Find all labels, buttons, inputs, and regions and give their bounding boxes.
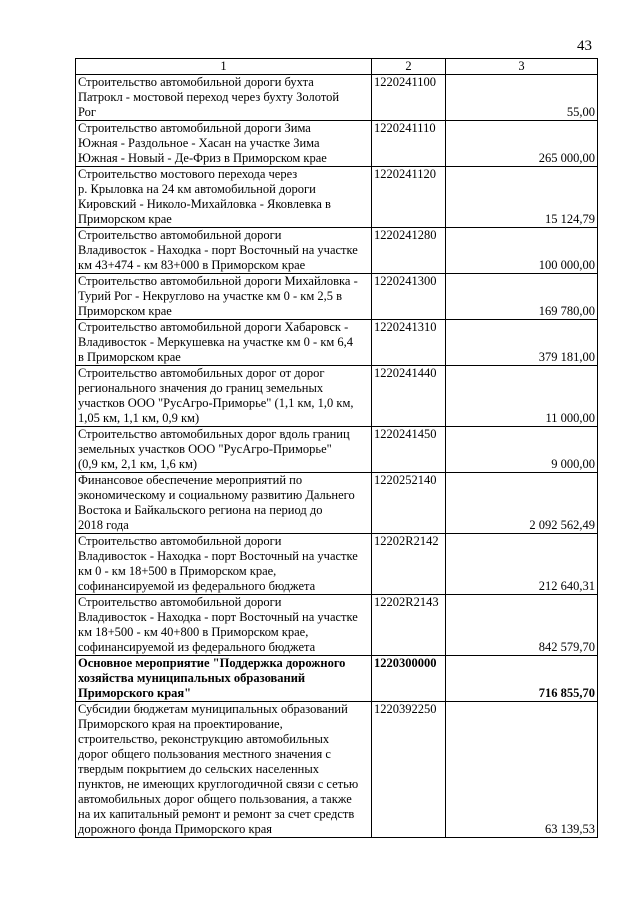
table-row: [76, 121, 598, 167]
row-amount: 100 000,00: [446, 228, 598, 274]
row-amount: 55,00: [446, 75, 598, 121]
row-amount: 716 855,70: [446, 656, 598, 702]
row-code: 1220241280: [372, 228, 446, 274]
table-header-row: [76, 59, 598, 75]
row-code: 1220241120: [372, 167, 446, 228]
budget-table: [75, 58, 598, 838]
row-description: Строительство автомобильной дороги Михайловка - Турий Рог - Некруглово на участке км 0 - км 2,5 в Приморском крае: [76, 274, 372, 320]
table-row: [76, 320, 598, 366]
table-row: [76, 595, 598, 656]
row-code: 1220241300: [372, 274, 446, 320]
table-row: [76, 167, 598, 228]
row-code: 1220241100: [372, 75, 446, 121]
row-amount: 379 181,00: [446, 320, 598, 366]
row-amount: 842 579,70: [446, 595, 598, 656]
row-description: Основное мероприятие "Поддержка дорожного хозяйства муниципальных образований Приморского края": [76, 656, 372, 702]
row-description: Строительство автомобильной дороги Владивосток - Находка - порт Восточный на участке км 18+500 - км 40+800 в Приморском крае, софинансируемой из федерального бюджета: [76, 595, 372, 656]
table-row: [76, 75, 598, 121]
row-code: 1220392250: [372, 702, 446, 838]
row-description: Строительство автомобильной дороги Зима Южная - Раздольное - Хасан на участке Зима Южная - Новый - Де-Фриз в Приморском крае: [76, 121, 372, 167]
table-row: [76, 656, 598, 702]
row-description: Строительство автомобильных дорог вдоль границ земельных участков ООО "РусАгро-Приморье" (0,9 км, 2,1 км, 1,6 км): [76, 427, 372, 473]
row-description: Строительство автомобильной дороги Хабаровск - Владивосток - Меркушевка на участке км 0 - км 6,4 в Приморском крае: [76, 320, 372, 366]
row-code: 1220241110: [372, 121, 446, 167]
row-description: Строительство автомобильной дороги бухта Патрокл - мостовой переход через бухту Золотой Рог: [76, 75, 372, 121]
header-col-3: 3: [446, 59, 598, 75]
row-description: Субсидии бюджетам муниципальных образований Приморского края на проектирование, строительство, реконструкцию автомобильных дорог общего пользования местного значения с твердым покрытием до сельских населенных пунктов, не имеющих круглогодичной связи с сетью автомобильных дорог общего пользования, а также на их капитальный ремонт и ремонт за счет средств дорожного фонда Приморского края: [76, 702, 372, 838]
table-row: [76, 274, 598, 320]
row-amount: 212 640,31: [446, 534, 598, 595]
table-row: [76, 702, 598, 838]
table-body: [76, 75, 598, 838]
row-description: Строительство автомобильной дороги Владивосток - Находка - порт Восточный на участке км 0 - км 18+500 в Приморском крае, софинансируемой из федерального бюджета: [76, 534, 372, 595]
row-description: Строительство автомобильной дороги Владивосток - Находка - порт Восточный на участке км 43+474 - км 83+000 в Приморском крае: [76, 228, 372, 274]
table-row: [76, 228, 598, 274]
row-description: Строительство автомобильных дорог от дорог регионального значения до границ земельных участков ООО "РусАгро-Приморье" (1,1 км, 1,0 км, 1,05 км, 1,1 км, 0,9 км): [76, 366, 372, 427]
row-amount: 11 000,00: [446, 366, 598, 427]
row-code: 12202R2143: [372, 595, 446, 656]
table-row: [76, 534, 598, 595]
page-number: 43: [577, 38, 592, 54]
row-amount: 169 780,00: [446, 274, 598, 320]
row-amount: 2 092 562,49: [446, 473, 598, 534]
row-code: 1220241440: [372, 366, 446, 427]
header-col-1: 1: [76, 59, 372, 75]
row-description: Финансовое обеспечение мероприятий по экономическому и социальному развитию Дальнего Востока и Байкальского региона на период до 2018 года: [76, 473, 372, 534]
row-amount: 9 000,00: [446, 427, 598, 473]
row-amount: 63 139,53: [446, 702, 598, 838]
row-description: Строительство мостового перехода через р. Крыловка на 24 км автомобильной дороги Кировский - Николо-Михайловка - Яковлевка в Приморском крае: [76, 167, 372, 228]
table-row: [76, 366, 598, 427]
row-amount: 15 124,79: [446, 167, 598, 228]
row-amount: 265 000,00: [446, 121, 598, 167]
table-row: [76, 427, 598, 473]
row-code: 1220300000: [372, 656, 446, 702]
table-row: [76, 473, 598, 534]
row-code: 1220241450: [372, 427, 446, 473]
row-code: 1220252140: [372, 473, 446, 534]
row-code: 1220241310: [372, 320, 446, 366]
header-col-2: 2: [372, 59, 446, 75]
row-code: 12202R2142: [372, 534, 446, 595]
